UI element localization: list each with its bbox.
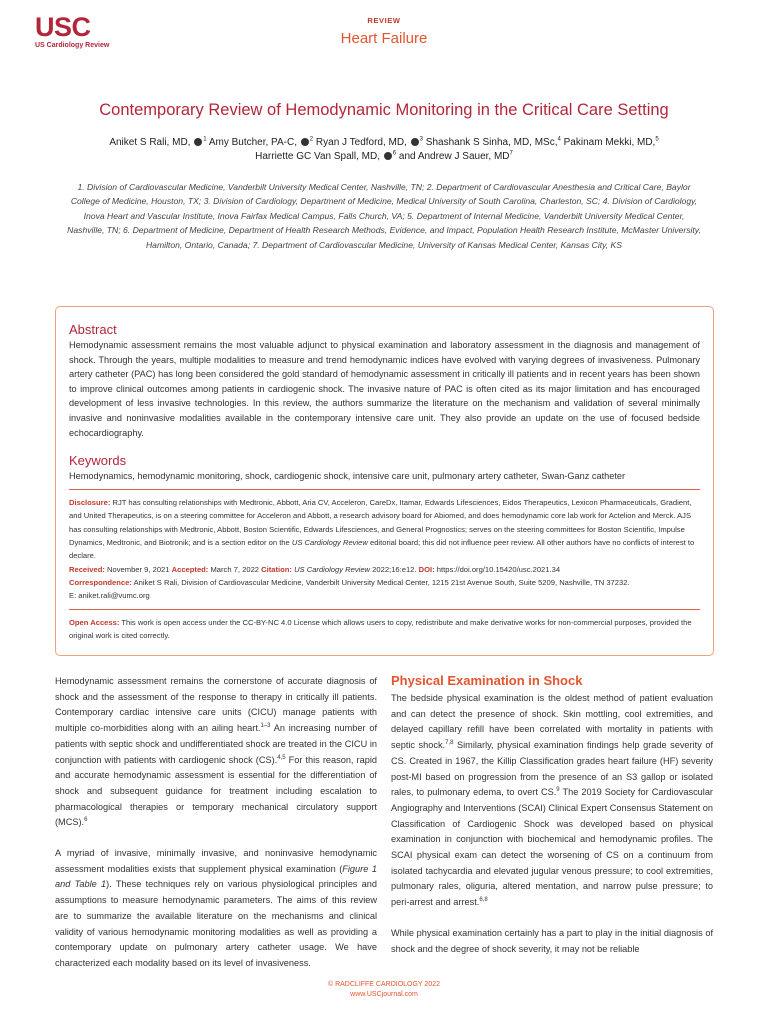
affil-ref: 5: [655, 136, 659, 143]
body-right-column: [391, 672, 713, 957]
disclosure-label: Disclosure:: [69, 498, 111, 508]
paragraph: [55, 846, 377, 972]
text: The bedside physical examination is the oldest method of patient evaluation and can detect the presence of shock. Skin mottling, cool extremities, and delayed capillary refill have been correlated with mortality in patients with septic shock.: [391, 693, 713, 751]
author-list: [60, 136, 708, 164]
orcid-icon[interactable]: [194, 138, 202, 146]
text: The 2019 Society for Cardiovascular Angiography and Interventions (SCAI) Clinical Expert Consensus Statement on Classification of Cardiogenic Shock was developed based on physical examination in conjunction with biochemical and hemodynamic profiles. The SCAI physical exam can detect the worsening of CS on a continuum from isolated tachycardia and elevated jugular venous pressure; to cool extremities, pulmonary rales, oliguria, altered mentation, and narrow pulse pressure; to peri-arrest and arrest.: [391, 787, 713, 908]
keywords-heading: Keywords: [69, 453, 127, 469]
orcid-icon[interactable]: [384, 152, 392, 160]
correspondence-text: Aniket S Rali, Division of Cardiovascular Medicine, Vanderbilt University Medical Center, 1215 21st Avenue South, Suite 5209, Nashville, TN 37232.: [133, 577, 630, 587]
body-left-column: [55, 674, 377, 972]
author-name: Shashank S Sinha, MD, MSc,: [425, 137, 558, 148]
citation-text: 2022;16:e12.: [372, 564, 417, 574]
orcid-icon[interactable]: [301, 138, 309, 146]
open-access-text: This work is open access under the CC-BY-NC 4.0 License which allows users to copy, redistribute and make derivative works for non-commercial purposes, provided the original work is cited correctly.: [69, 617, 692, 640]
abstract-box: [55, 306, 714, 656]
received-label: Received:: [69, 564, 105, 574]
open-access: [69, 616, 700, 643]
section-label: REVIEW: [367, 16, 401, 25]
abstract-heading: Abstract: [69, 322, 117, 337]
section-heading: Physical Examination in Shock: [391, 673, 583, 688]
affil-ref: 7: [509, 150, 513, 157]
received-date: November 9, 2021: [107, 564, 170, 574]
text: For this reason, rapid and accurate hemodynamic assessment is essential for the differentiation of shock and subsequent guidance for treatment including escalation to pharmacological therapies or temporary mechanical circulatory support (MCS).: [55, 754, 377, 828]
abstract-text: Hemodynamic assessment remains the most valuable adjunct to physical examination and laboratory assessment in the diagnosis and management of shock. Through the years, multiple modalities to measure and trend hemodynamic indices have evolved with varying degrees of invasiveness. Pulmonary artery catheter (PAC) has long been considered the gold standard of hemodynamic assessment in critically ill patients and in recent years has been shown to improve clinical outcomes among patients in cardiogenic shock. The invasive nature of PAC is often cited as its major limitation and has encouraged development of less invasive technologies. In this review, the authors summarize the literature on the mechanism and validation of several minimally invasive and noninvasive modalities available in the contemporary intensive care unit. They also provide an update on the use of focused bedside echocardiography.: [69, 340, 700, 438]
affiliations: 1. Division of Cardiovascular Medicine, Vanderbilt University Medical Center, Nashville, TN; 2. Department of Cardiovascular Anesthesia and Critical Care, Baylor College of Medicine, Houston, TX; 3. Division of Cardiology, Department of Medicine, Medical University of South Carolina, Charleston, SC; 4. Division of Cardiology, Inova Heart and Vascular Institute, Inova Fairfax Medical Campus, Falls Church, VA; 5. Department of Internal Medicine, Vanderbilt University Medical Center, Nashville, TN; 6. Department of Medicine, Department of Health Research Methods, Evidence, and Impact, Population Health Research Institute, McMaster University, Hamilton, Ontario, Canada; 7. Department of Cardiovascular Medicine, University of Kansas Medical Center, Kansas City, KS: [67, 182, 701, 250]
open-access-label: Open Access:: [69, 617, 120, 627]
article-title: Contemporary Review of Hemodynamic Monitoring in the Critical Care Setting: [99, 101, 669, 119]
text: A myriad of invasive, minimally invasive, and noninvasive hemodynamic assessment modalities exists that supplement physical examination (: [55, 848, 377, 874]
orcid-icon[interactable]: [411, 138, 419, 146]
doi-label: DOI:: [418, 564, 435, 574]
author-name: Harriette GC Van Spall, MD,: [255, 151, 380, 162]
affil-ref: 2: [309, 136, 314, 143]
text: Similarly, physical examination findings help grade severity of CS. Created in 1967, the Killip Classification grades heart failure (HF) severity post-MI based on progression from the presence of an S3 gallop or isolated rales, to pulmonary edema, to overt CS.: [391, 740, 713, 798]
author-name: Ryan J Tedford, MD,: [315, 137, 407, 148]
paragraph: [391, 691, 713, 911]
text: Hemodynamic assessment remains the cornerstone of accurate diagnosis of shock and the assessment of the response to therapy in critically ill patients. Contemporary cardiac intensive care units (CICU) manage patients with multiple co-morbidities along with an ailing heart.: [55, 676, 377, 734]
disclosure-end: editorial board; this did not influence peer review. All other authors have no conflicts of interest to declare.: [69, 538, 695, 561]
ref-sup[interactable]: 6,8: [479, 897, 488, 904]
figure-ref[interactable]: Figure 1 and Table 1: [55, 863, 377, 890]
ref-sup[interactable]: 4,5: [277, 754, 286, 761]
correspondence-label: Correspondence:: [69, 577, 132, 587]
ref-sup[interactable]: 7,8: [445, 740, 454, 747]
paragraph: While physical examination certainly has a part to play in the initial diagnosis of shock and the degree of shock severity, it may not be reliable: [391, 927, 713, 954]
author-name: Amy Butcher, PA-C,: [208, 137, 297, 148]
affil-ref: 6: [392, 150, 397, 157]
affil-ref: 3: [419, 136, 423, 143]
citation-journal: US Cardiology Review: [294, 564, 371, 574]
author-name: Pakinam Mekki, MD,: [563, 137, 656, 148]
journal-name: US Cardiology Review: [291, 538, 368, 548]
doi-link[interactable]: https://doi.org/10.15420/usc.2021.34: [436, 564, 561, 574]
ref-sup[interactable]: 6: [84, 817, 88, 824]
text: An increasing number of patients with septic shock and undifferentiated shock are treated in the CICU in conjunction with patients with cardiogenic shock (CS).: [55, 723, 377, 765]
logo-subtitle: US Cardiology Review: [35, 42, 110, 49]
logo-text: USC: [35, 12, 91, 42]
accepted-date: March 7, 2022: [210, 564, 260, 574]
section-title: Heart Failure: [340, 30, 428, 47]
copyright: © RADCLIFFE CARDIOLOGY 2022: [327, 981, 440, 988]
affil-ref: 1: [203, 136, 207, 143]
text: ). These techniques rely on various physiological principles and assumptions to measure hemodynamic parameters. The aims of this review are to summarize the available literature on the mechanisms and clinical validity of various hemodynamic monitoring modalities as well as providing a contemporary update on pulmonary artery catheter usage. We have characterized each modality based on its level of invasiveness.: [55, 879, 377, 968]
ref-sup[interactable]: 9: [556, 787, 560, 794]
citation-label: Citation:: [261, 564, 292, 574]
keywords-text: Hemodynamics, hemodynamic monitoring, shock, cardiogenic shock, intensive care unit, pulmonary artery catheter, Swan-Ganz catheter: [69, 471, 626, 482]
author-conjunction: and: [398, 151, 416, 162]
divider: [69, 609, 700, 610]
email-link[interactable]: E: aniket.rali@vumc.org: [69, 591, 150, 601]
page-footer: [0, 980, 768, 1000]
paragraph: [55, 674, 377, 831]
affil-ref: 4: [557, 136, 561, 143]
disclosure: [69, 496, 700, 602]
author-name: Andrew J Sauer, MD: [417, 151, 510, 162]
accepted-label: Accepted:: [171, 564, 209, 574]
author-name: Aniket S Rali, MD,: [109, 137, 191, 148]
divider: [69, 489, 700, 490]
disclosure-text: RJT has consulting relationships with Medtronic, Abbott, Aria CV, Acceleron, CareDx, Itamar, Edwards Lifesciences, Eidos Therapeutics, Lexicon Pharmaceuticals, Gradient, and United Therapeutics, is on a steering committee for Acceleron and Abbott, a research advisory board for Abiomed, and does hemodynamic core lab work for Actelion and Merck. AJS has consulting relationships with Medtronic, Abbott, Boston Scientific, Edwards Lifesciences, and General Prognostics; serves on the steering committees for Boston Scientific, Impulse Dynamics, Medtronic, and Biotronik; and is a section editor on the: [69, 498, 692, 548]
journal-url[interactable]: www.USCjournal.com: [350, 991, 418, 998]
ref-sup[interactable]: 1–3: [260, 723, 271, 730]
